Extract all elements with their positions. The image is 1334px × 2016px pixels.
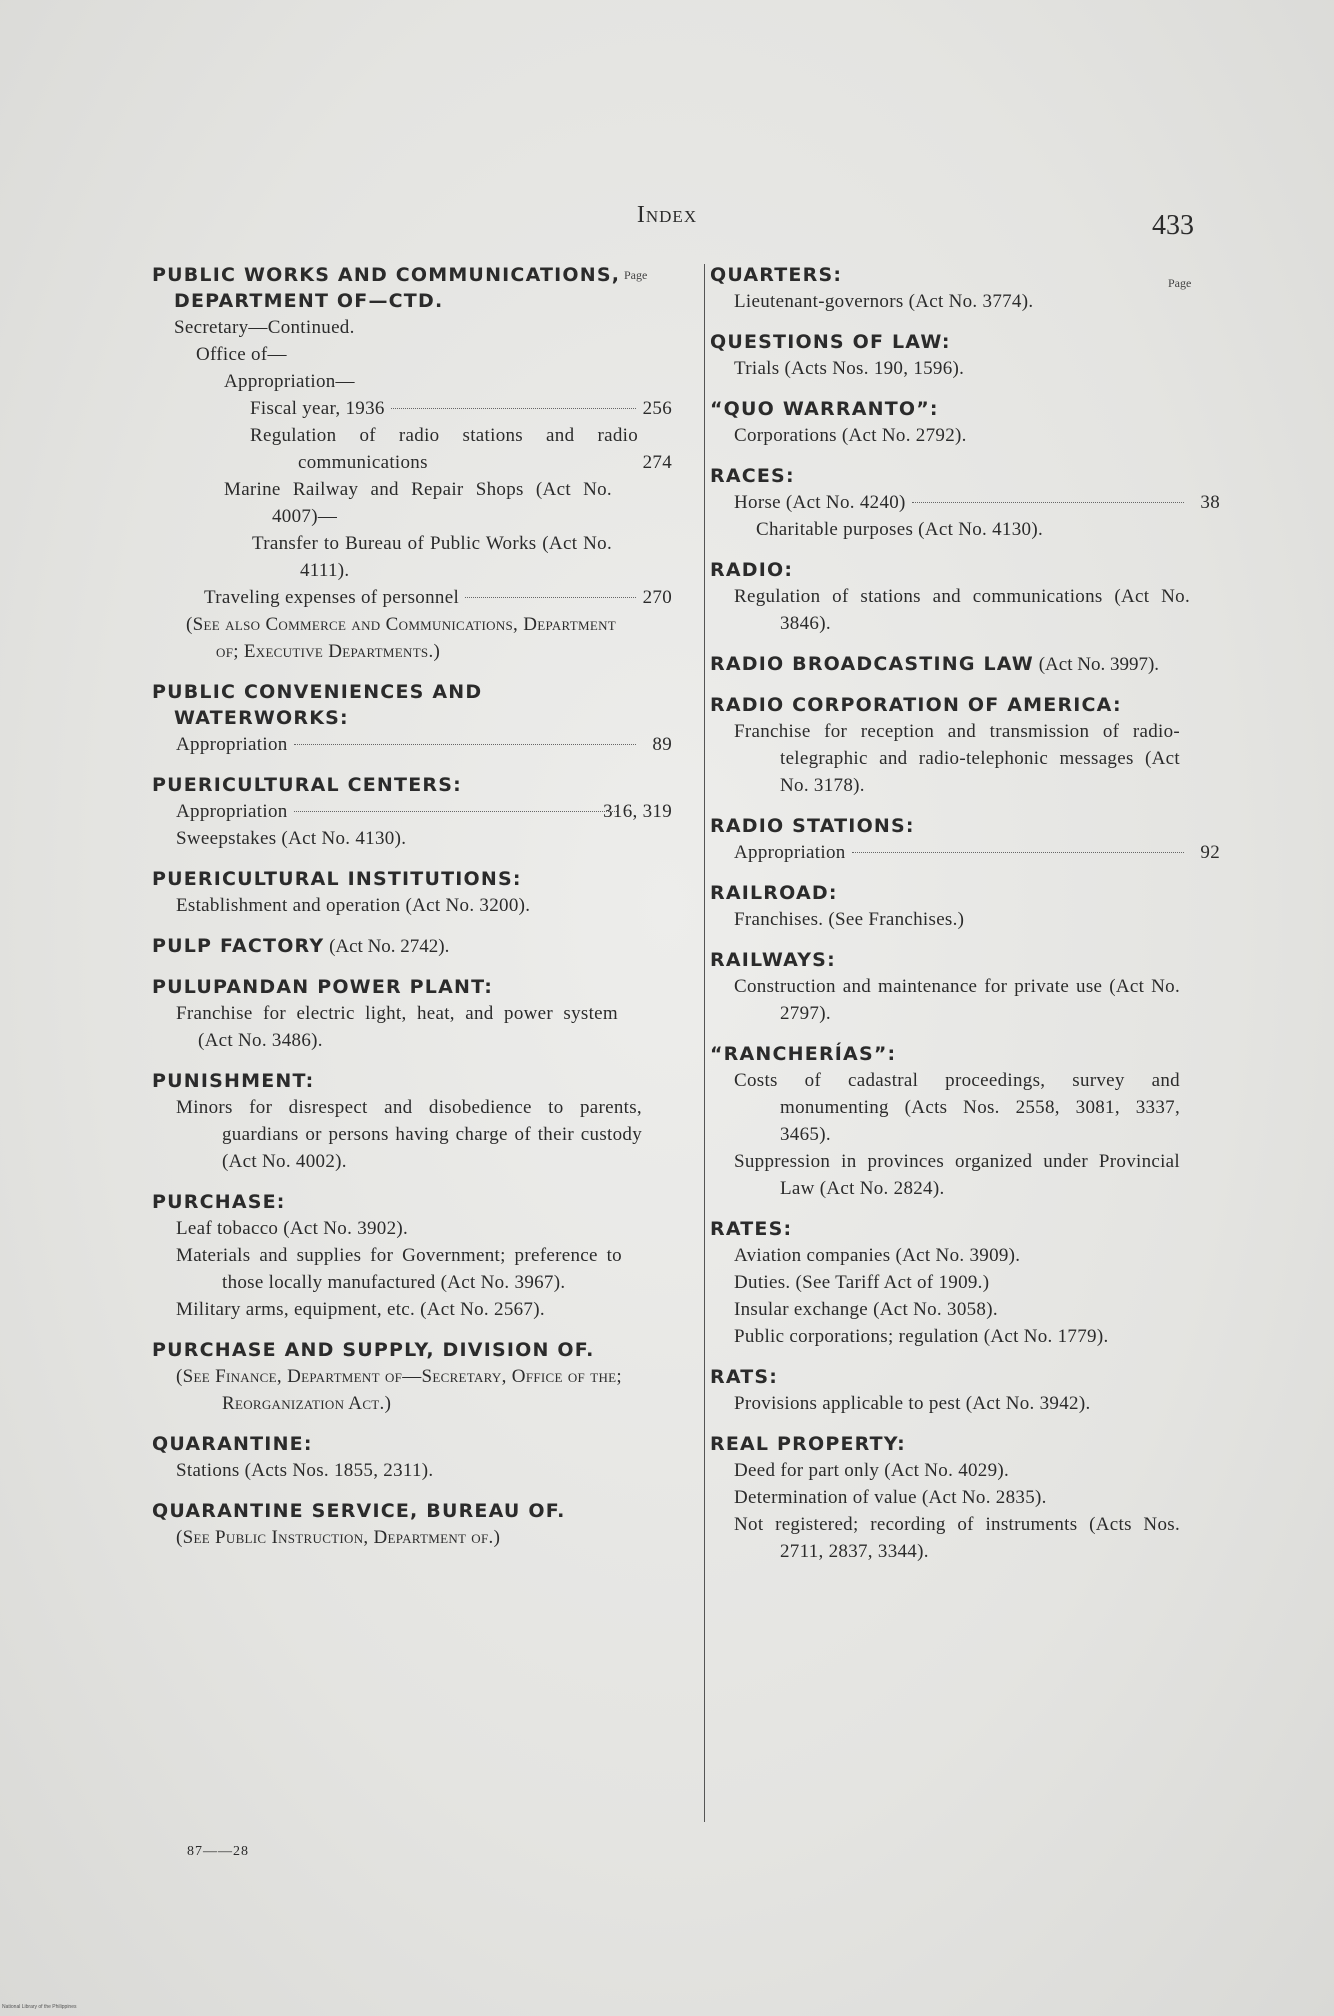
index-entry [152,866,672,919]
page-ref: 92 [1200,842,1220,863]
index-entry [152,1431,672,1484]
entry-heading: RADIO: [710,559,794,581]
index-entry [710,813,1220,866]
entry-line: Materials and supplies for Government; preference to those locally manufactured (Act No. 3967). [176,1245,622,1293]
entry-heading: RADIO CORPORATION OF AMERICA: [710,694,1122,716]
entry-heading: “QUO WARRANTO”: [710,398,939,420]
entry-line: Suppression in provinces organized under Provincial Law (Act No. 2824). [734,1151,1180,1199]
leader-dots [294,811,620,812]
entry-line [152,731,672,758]
entry-line: Establishment and operation (Act No. 3200). [176,895,531,916]
entry-line: Stations (Acts Nos. 1855, 2311). [176,1460,434,1481]
index-entry [152,1337,672,1417]
entry-text: Fiscal year, 1936 [250,398,385,419]
index-entry [710,396,1220,449]
column-divider [704,264,705,1822]
leader-dots [391,408,636,409]
entry-text: Appropriation [176,734,288,755]
entry-text: Appropriation [176,801,288,822]
entry-text: Horse (Act No. 4240) [734,492,906,513]
entry-line: Not registered; recording of instruments (Acts Nos. 2711, 2837, 3344). [734,1514,1180,1562]
entry-line: Franchise for reception and transmission of radio-telegraphic and radio-telephonic messages (Act No. 3178). [734,721,1180,796]
entry-text: (Act No. 3997). [1038,654,1160,675]
see-reference: (See Finance, Department of—Secretary, Office of the; Reorganization Act.) [176,1366,622,1414]
page-number: 433 [1152,210,1194,241]
index-entry [710,557,1220,637]
right-page-column-label: Page [1168,276,1192,290]
index-entry [152,1498,672,1551]
entry-heading: PUERICULTURAL INSTITUTIONS: [152,868,522,890]
index-entry [710,1216,1220,1350]
entry-heading: RACES: [710,465,795,487]
index-entry [710,692,1220,799]
entry-line [152,798,672,825]
entry-text: Traveling expenses of personnel [204,587,460,608]
entry-line: Construction and maintenance for private use (Act No. 2797). [734,976,1180,1024]
entry-heading: QUARTERS: [710,264,843,286]
entry-line: Regulation of stations and communications (Act No. 3846). [734,586,1190,634]
entry-heading: PUERICULTURAL CENTERS: [152,774,462,796]
entry-line: Deed for part only (Act No. 4029). [734,1460,1010,1481]
printer-signature: 87——28 [187,1844,249,1859]
entry-heading: PUNISHMENT: [152,1070,315,1092]
left-page-column-label: Page [624,268,648,282]
entry-line: Leaf tobacco (Act No. 3902). [176,1218,409,1239]
index-entry [710,1431,1220,1565]
entry-line [152,933,672,960]
index-entry [152,772,672,852]
entry-line: Charitable purposes (Act No. 4130). [756,519,1043,540]
entry-line: Transfer to Bureau of Public Works (Act No. 4111). [252,533,612,581]
entry-line: Franchises. (See Franchises.) [734,909,965,930]
entry-heading: PUBLIC CONVENIENCES AND WATERWORKS: [152,681,483,729]
entry-line: Costs of cadastral proceedings, survey and monumenting (Acts Nos. 2558, 3081, 3337, 3465). [734,1070,1180,1145]
entry-text: Regulation of radio stations and radio communications [250,425,638,473]
entry-heading: QUARANTINE: [152,1433,313,1455]
running-head: Index [636,202,698,228]
entry-heading: RAILROAD: [710,882,838,904]
entry-line: Secretary—Continued. [174,317,355,338]
entry-line [710,489,1220,516]
leader-dots [294,744,636,745]
page-ref: 256 [642,398,672,419]
entry-line: Trials (Acts Nos. 190, 1596). [734,358,965,379]
entry-line: Insular exchange (Act No. 3058). [734,1299,998,1320]
entry-line [710,651,1172,678]
leader-dots [912,502,1184,503]
entry-line: Franchise for electric light, heat, and power system (Act No. 3486). [176,1003,618,1051]
index-entry [710,329,1220,382]
index-entry [710,1364,1220,1417]
entry-line: Marine Railway and Repair Shops (Act No. 4007)— [224,479,612,527]
entry-heading: PUBLIC WORKS AND COMMUNICATIONS, DEPARTMENT OF—CTD. [152,264,621,312]
entry-line [152,422,672,476]
index-entry [710,463,1220,543]
entry-heading: PURCHASE AND SUPPLY, DIVISION OF. [152,1339,595,1361]
see-reference: (See Public Instruction, Department of.) [176,1527,501,1548]
entry-heading: PULUPANDAN POWER PLANT: [152,976,494,998]
page-ref: 38 [1200,492,1220,513]
entry-line: Sweepstakes (Act No. 4130). [176,828,407,849]
right-column [710,262,1220,1579]
leader-dots [852,852,1184,853]
page-ref: 274 [642,452,672,473]
entry-heading: RATS: [710,1366,779,1388]
entry-heading: PULP FACTORY [152,935,325,957]
entry-heading: QUESTIONS OF LAW: [710,331,951,353]
entry-line [152,584,672,611]
index-entry [710,1041,1220,1202]
index-entry [152,1068,672,1175]
index-entry [152,262,672,665]
entry-heading: “RANCHERÍAS”: [710,1043,897,1065]
index-entry [152,974,672,1054]
entry-line: Corporations (Act No. 2792). [734,425,967,446]
entry-line: Lieutenant-governors (Act No. 3774). [734,291,1034,312]
entry-heading: RATES: [710,1218,793,1240]
entry-line: Determination of value (Act No. 2835). [734,1487,1047,1508]
page-ref: 89 [652,734,672,755]
left-column [152,262,672,1565]
index-entry [152,933,672,960]
entry-line: Aviation companies (Act No. 3909). [734,1245,1021,1266]
index-entry [710,651,1220,678]
index-entry [710,947,1220,1027]
leader-dots [465,597,636,598]
page-ref: 316, 319 [603,801,672,822]
entry-line: Military arms, equipment, etc. (Act No. 2567). [176,1299,545,1320]
entry-line [152,395,672,422]
entry-heading: REAL PROPERTY: [710,1433,906,1455]
entry-line: Public corporations; regulation (Act No. 1779). [734,1326,1109,1347]
entry-text: Appropriation [734,842,846,863]
index-entry [710,880,1220,933]
entry-line: Duties. (See Tariff Act of 1909.) [734,1272,990,1293]
entry-heading: RAILWAYS: [710,949,836,971]
see-also-reference: (See also Commerce and Communications, Department of; Executive Departments.) [186,614,616,662]
entry-heading: RADIO STATIONS: [710,815,915,837]
scan-credit: National Library of the Philippines [2,2004,77,2010]
entry-line: Appropriation— [224,371,355,392]
index-entry [152,679,672,758]
entry-line: Provisions applicable to pest (Act No. 3942). [734,1393,1091,1414]
entry-heading: PURCHASE: [152,1191,286,1213]
entry-line: Minors for disrespect and disobedience to parents, guardians or persons having charge of their custody (Act No. 4002). [176,1097,642,1172]
index-entry [710,262,1220,315]
entry-line [710,839,1220,866]
entry-heading: RADIO BROADCASTING LAW [710,653,1034,675]
entry-heading: QUARANTINE SERVICE, BUREAU OF. [152,1500,566,1522]
page-ref: 270 [642,587,672,608]
entry-text: (Act No. 2742). [329,936,450,957]
index-entry [152,1189,672,1323]
entry-line: Office of— [196,344,287,365]
